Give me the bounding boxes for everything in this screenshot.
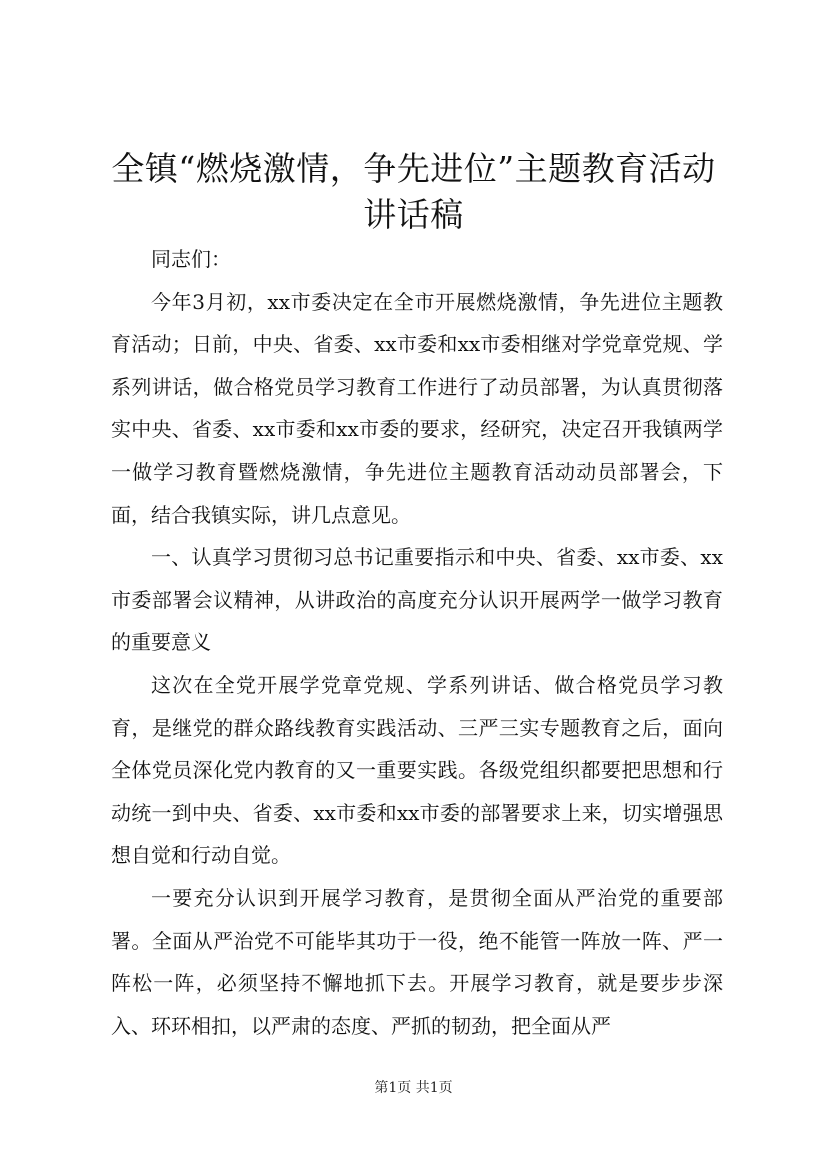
- page-footer: 第1页 共1页: [374, 1080, 453, 1096]
- document-body: [111, 238, 723, 1047]
- paragraph-section-1: 这次在全党开展学党章党规、学系列讲话、做合格党员学习教育，是继党的群众路线教育实践活动、三严三实专题教育之后，面向全体党员深化党内教育的又一重要实践。各级党组织都要把思想和行动统一到中央、省委、xx市委和xx市委的部署要求上来，切实增强思想自觉和行动自觉。: [111, 672, 723, 868]
- paragraph-point-1: 一要充分认识到开展学习教育，是贯彻全面从严治党的重要部署。全面从严治党不可能毕其功于一役，绝不能管一阵放一阵、严一阵松一阵，必须坚持不懈地抓下去。开展学习教育，就是要步步深入、环环相扣，以严肃的态度、严抓的韧劲，把全面从严: [111, 885, 723, 1038]
- document-title: 全镇“燃烧激情，争先进位”主题教育活动讲话稿: [111, 149, 716, 234]
- salutation: 同志们：: [151, 247, 231, 271]
- paragraph-intro: 今年3月初，xx市委决定在全市开展燃烧激情，争先进位主题教育活动；日前，中央、省委、xx市委和xx市委相继对学党章党规、学系列讲话，做合格党员学习教育工作进行了动员部署，为认真贯彻落实中央、省委、xx市委和xx市委的要求，经研究，决定召开我镇两学一做学习教育暨燃烧激情，争先进位主题教育活动动员部署会，下面，结合我镇实际，讲几点意见。: [111, 289, 723, 527]
- section-heading-1: 一、认真学习贯彻习总书记重要指示和中央、省委、xx市委、xx市委部署会议精神，从讲政治的高度充分认识开展两学一做学习教育的重要意义: [111, 545, 723, 655]
